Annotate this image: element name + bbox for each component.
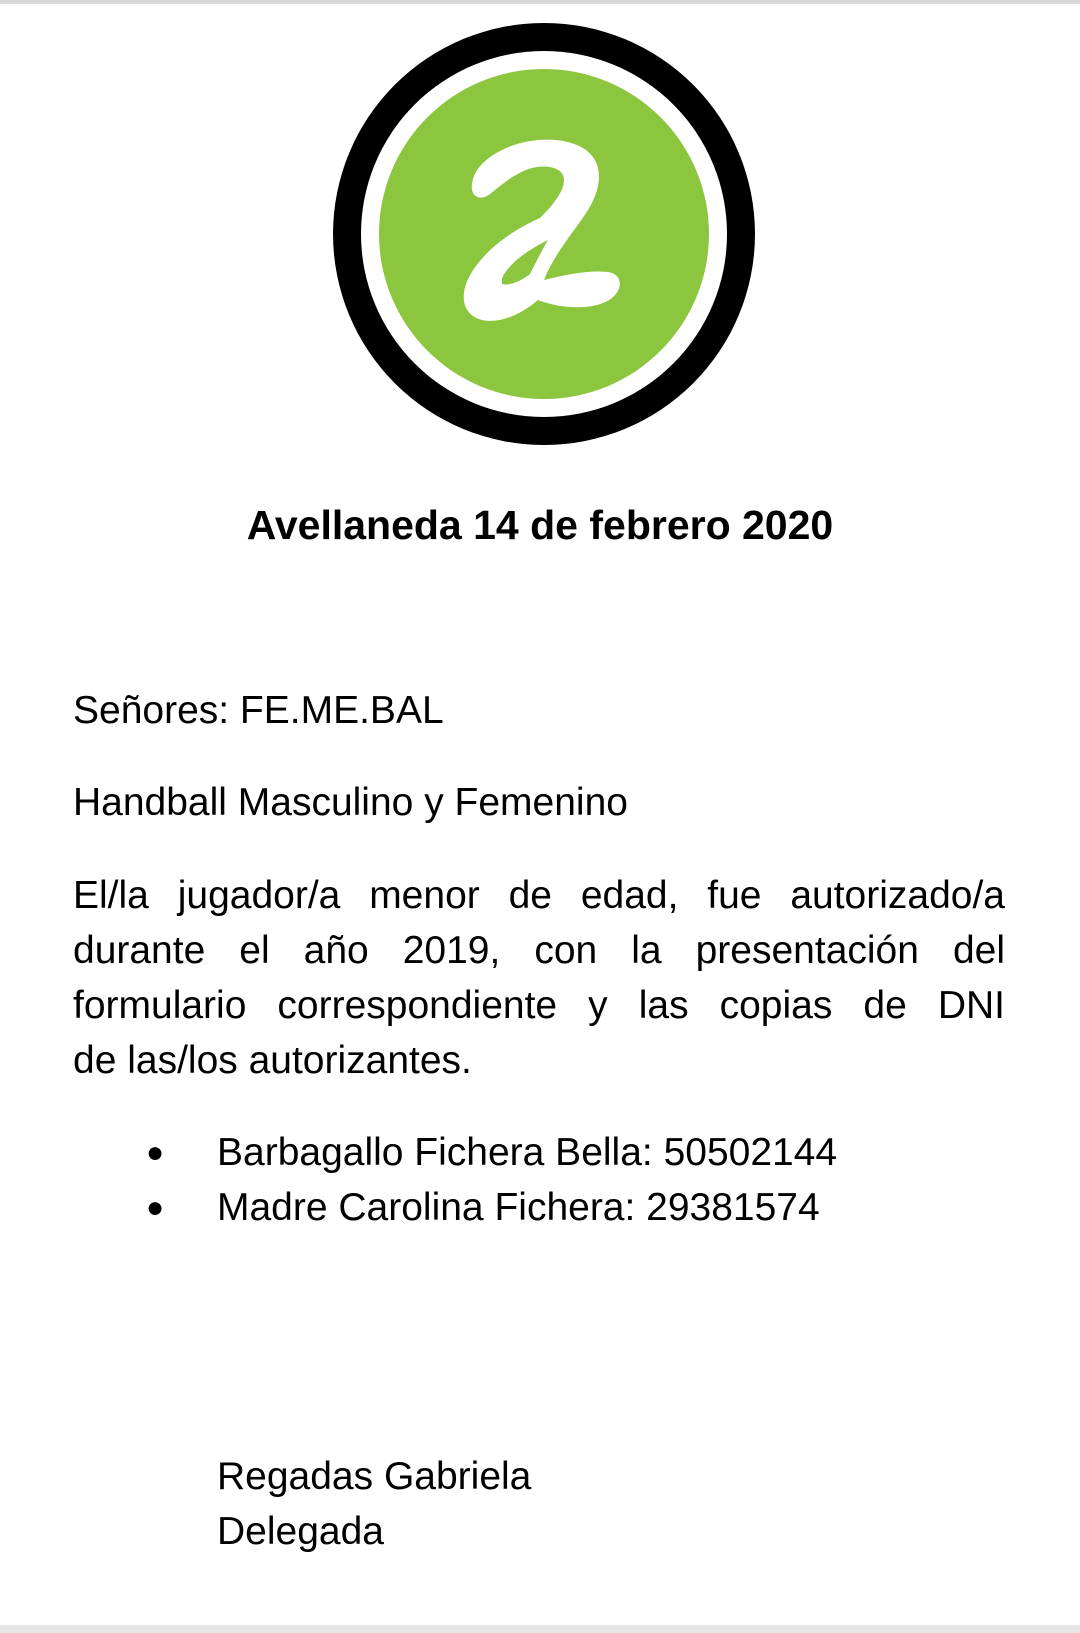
signature-block xyxy=(217,1449,531,1559)
list-item-text: Barbagallo Fichera Bella: 50502144 xyxy=(217,1131,838,1174)
green-circle-a-logo-icon xyxy=(332,22,756,446)
body-line: formulario correspondiente y las copias de DNI xyxy=(73,984,1005,1027)
addressee-line: Señores: FE.ME.BAL xyxy=(73,689,444,732)
authorized-persons-list xyxy=(140,1125,837,1235)
list-item-text: Madre Carolina Fichera: 29381574 xyxy=(217,1186,820,1229)
bullet-icon: ● xyxy=(146,1136,165,1169)
bullet-icon: ● xyxy=(146,1191,165,1224)
body-line: El/la jugador/a menor de edad, fue autorizado/a xyxy=(73,874,1005,917)
bottom-divider xyxy=(0,1625,1080,1633)
date-line: Avellaneda 14 de febrero 2020 xyxy=(246,502,834,548)
signature-role: Delegada xyxy=(217,1510,384,1553)
list-item xyxy=(140,1180,837,1235)
body-line: durante el año 2019, con la presentación del xyxy=(73,929,1005,972)
body-paragraph xyxy=(73,868,1005,1088)
subject-line: Handball Masculino y Femenino xyxy=(73,781,628,824)
top-divider xyxy=(0,0,1080,4)
body-line: de las/los autorizantes. xyxy=(73,1039,472,1082)
signature-name: Regadas Gabriela xyxy=(217,1455,532,1498)
list-item xyxy=(140,1125,837,1180)
